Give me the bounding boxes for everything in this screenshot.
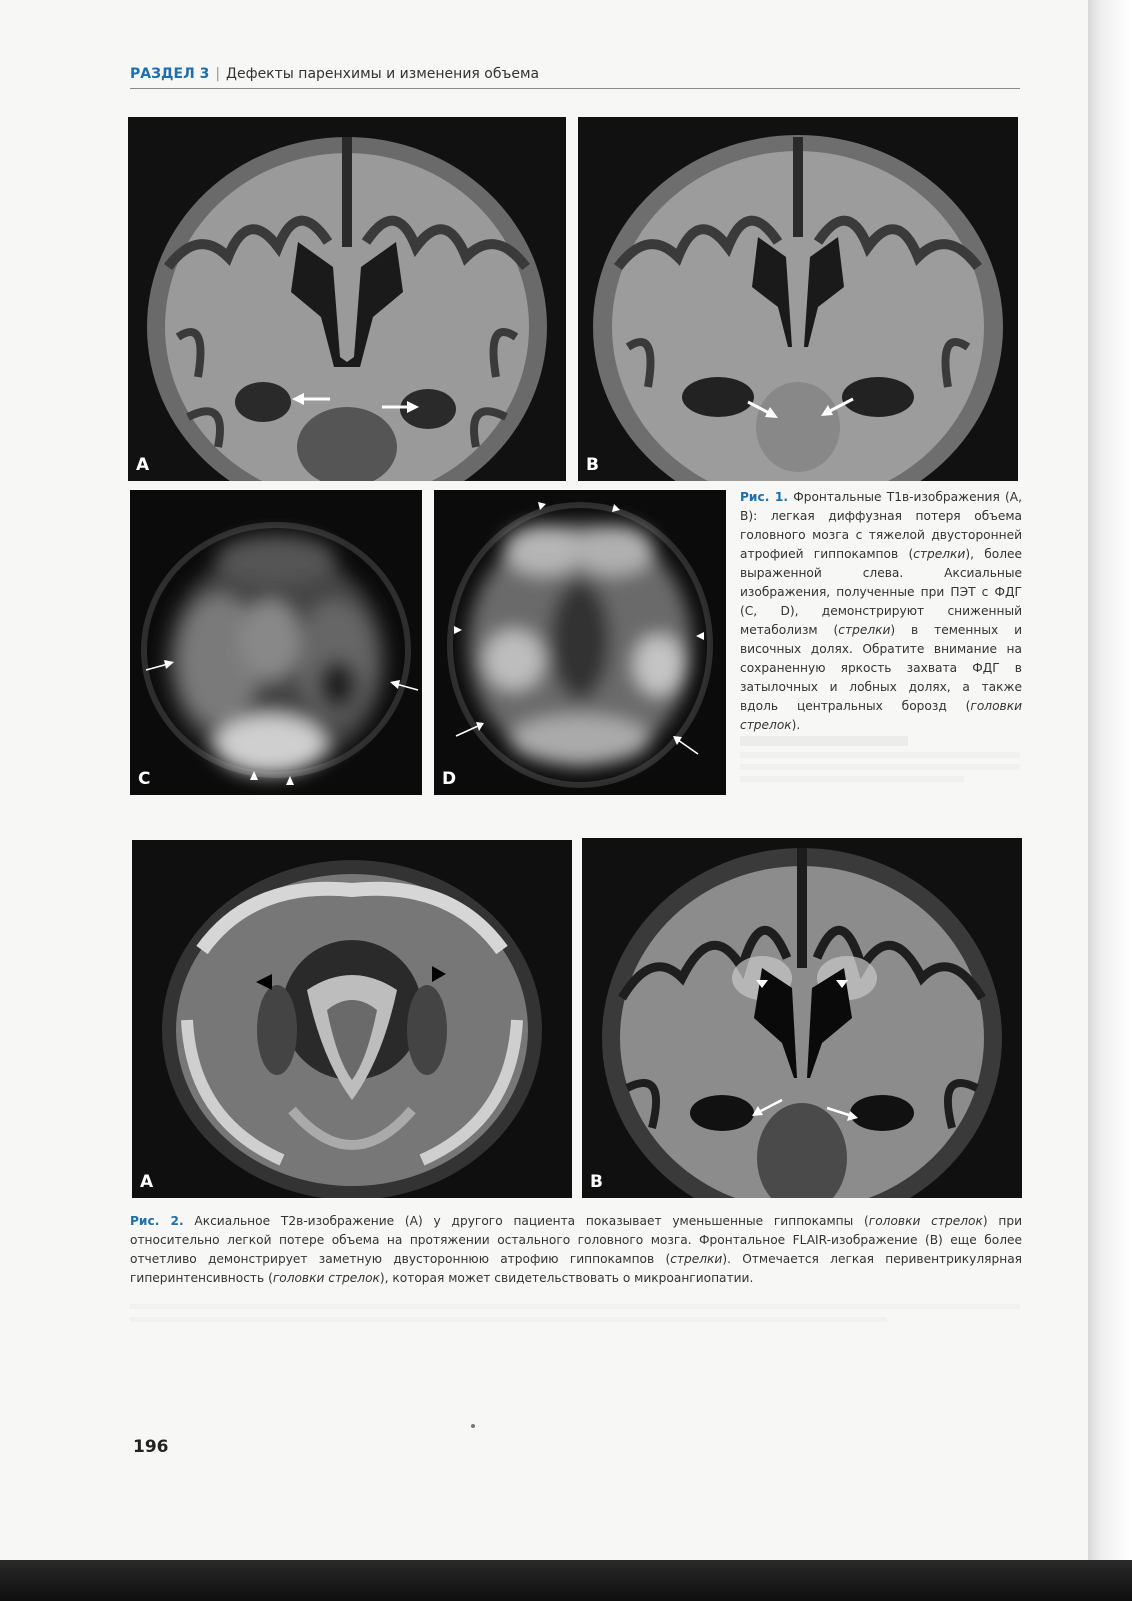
caption-italic: стрелки [670, 1252, 723, 1266]
caption-text: ), которая может свидетельствовать о микроангиопатии. [379, 1271, 754, 1285]
mri-coronal-t1-a [128, 117, 566, 481]
pet-axial-d [434, 490, 726, 795]
panel-letter: A [140, 1172, 154, 1192]
mri-axial-t2-a [132, 840, 572, 1198]
running-head [130, 66, 1020, 88]
figure1-panel-d [434, 490, 726, 795]
scan-speck [471, 1424, 475, 1428]
pet-axial-c [130, 490, 422, 795]
figure1-panel-b [578, 117, 1018, 481]
caption-text: Фронтальные T1в-изображения (A, B): легкая диффузная потеря объема головного мозга с тяжелой двусторонней атрофией гиппокампов ( [740, 490, 1022, 561]
figure1-panel-a [128, 117, 566, 481]
caption-italic: головки стрелок [740, 699, 1022, 732]
scan-edge-bar [0, 1560, 1132, 1601]
figure2-caption [130, 1212, 1022, 1288]
panel-letter: C [138, 769, 151, 789]
figure1-panel-c [130, 490, 422, 795]
figure2-panel-b [582, 838, 1022, 1198]
caption-text: ). [791, 718, 801, 732]
bleed-through-text [740, 730, 1020, 820]
caption-italic: стрелки [913, 547, 966, 561]
caption-text: Аксиальное T2в-изображение (A) у другого пациента показывает уменьшенные гиппокампы ( [183, 1214, 869, 1228]
caption-text: ), более выраженной слева. Аксиальные изображения, полученные при ПЭТ с ФДГ (C, D), демонстрируют сниженный метаболизм ( [740, 547, 1023, 637]
figure1-label: Рис. 1. [740, 490, 789, 504]
panel-letter: B [590, 1172, 603, 1192]
panel-letter: B [586, 455, 599, 475]
figure2-panel-a [132, 840, 572, 1198]
panel-letter: A [136, 455, 150, 475]
binding-shadow [1088, 0, 1132, 1601]
caption-text: ) при относительно легкой потере объема на протяжении остального головного мозга. Фронтальное FLAIR-изображение (B) еще более отчетливо демонстрирует заметную двустороннюю атрофию гиппокампов ( [130, 1214, 1022, 1266]
section-label: РАЗДЕЛ 3 [130, 66, 210, 82]
header-separator: | [215, 66, 221, 82]
figure1-caption [740, 488, 1022, 735]
panel-letter: D [442, 769, 457, 789]
caption-text: ) в теменных и височных долях. Обратите внимание на сохраненную яркость захвата ФДГ в затылочных и лобных долях, а также вдоль центральных борозд ( [740, 623, 1023, 713]
section-title: Дефекты паренхимы и изменения объема [226, 66, 540, 82]
caption-italic: головки стрелок [868, 1214, 983, 1228]
bleed-through-text [130, 1296, 1020, 1336]
header-rule [130, 88, 1020, 89]
mri-coronal-t1-b [578, 117, 1018, 481]
caption-italic: стрелки [838, 623, 891, 637]
caption-italic: головки стрелок [272, 1271, 380, 1285]
page-number: 196 [133, 1437, 169, 1457]
caption-text: ). Отмечается легкая перивентрикулярная гиперинтенсивность ( [130, 1252, 1022, 1285]
figure2-label: Рис. 2. [130, 1214, 184, 1228]
mri-coronal-flair-b [582, 838, 1022, 1198]
